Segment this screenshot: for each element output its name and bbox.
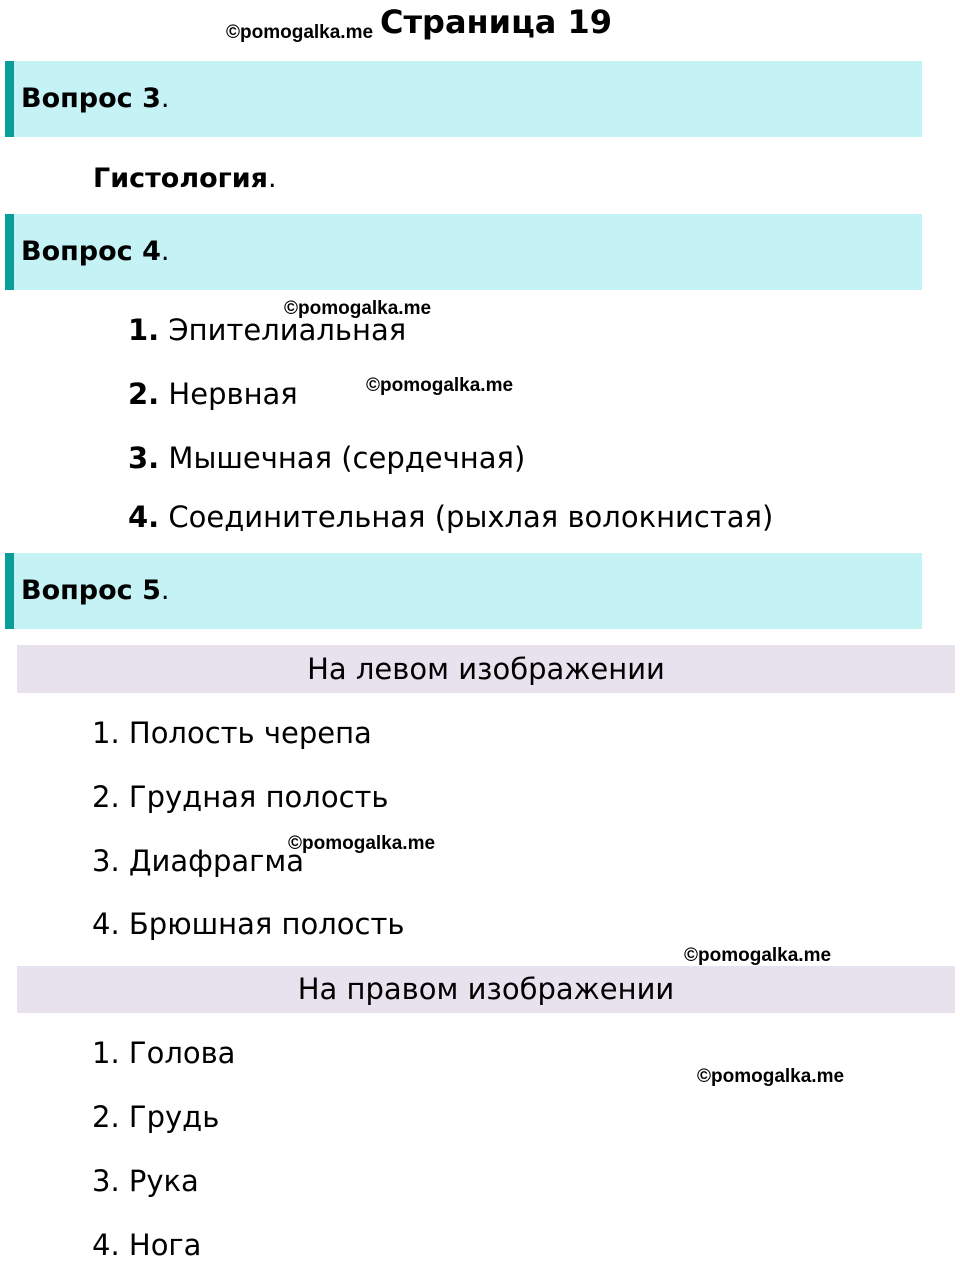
list-item (128, 310, 406, 350)
left-image-heading: На левом изображении (17, 645, 955, 693)
list-item: 1. Полость черепа (92, 716, 372, 750)
question-3-answer (93, 159, 277, 199)
watermark: ©pomogalka.me (366, 375, 514, 396)
page-title: Страница 19 (380, 3, 613, 41)
item-text: Соединительная (рыхлая волокнистая) (168, 500, 774, 534)
right-image-heading: На правом изображении (17, 966, 955, 1013)
question-3-label: Вопрос 3 (21, 83, 161, 114)
watermark: ©pomogalka.me (288, 833, 436, 854)
answer-text: Гистология (93, 163, 269, 194)
item-text: Мышечная (сердечная) (168, 441, 526, 475)
item-number: 3. (128, 441, 160, 475)
list-item: 4. Брюшная полость (92, 907, 405, 941)
question-5-header (5, 553, 922, 629)
watermark: ©pomogalka.me (684, 945, 832, 966)
item-number: 1. (128, 313, 160, 347)
item-number: 2. (128, 377, 160, 411)
question-4-punct: . (160, 236, 170, 267)
question-4-label: Вопрос 4 (21, 236, 161, 267)
list-item: 1. Голова (92, 1036, 236, 1070)
watermark: ©pomogalka.me (697, 1066, 845, 1087)
question-5-label: Вопрос 5 (21, 575, 161, 606)
question-5-punct: . (160, 575, 170, 606)
item-text: Нервная (168, 377, 298, 411)
watermark: ©pomogalka.me (284, 298, 432, 319)
list-item: 4. Нога (92, 1228, 202, 1262)
list-item: 3. Рука (92, 1164, 199, 1198)
item-number: 4. (128, 500, 160, 534)
answer-punct: . (268, 163, 277, 194)
list-item: 2. Грудная полость (92, 780, 389, 814)
list-item (128, 438, 525, 478)
watermark: ©pomogalka.me (226, 22, 374, 43)
list-item: 3. Диафрагма (92, 844, 305, 878)
list-item: 2. Грудь (92, 1100, 220, 1134)
item-text: Эпителиальная (168, 313, 407, 347)
question-4-header (5, 214, 922, 290)
list-item (128, 374, 298, 414)
question-3-header (5, 61, 922, 137)
list-item (128, 497, 773, 537)
question-3-punct: . (160, 83, 170, 114)
